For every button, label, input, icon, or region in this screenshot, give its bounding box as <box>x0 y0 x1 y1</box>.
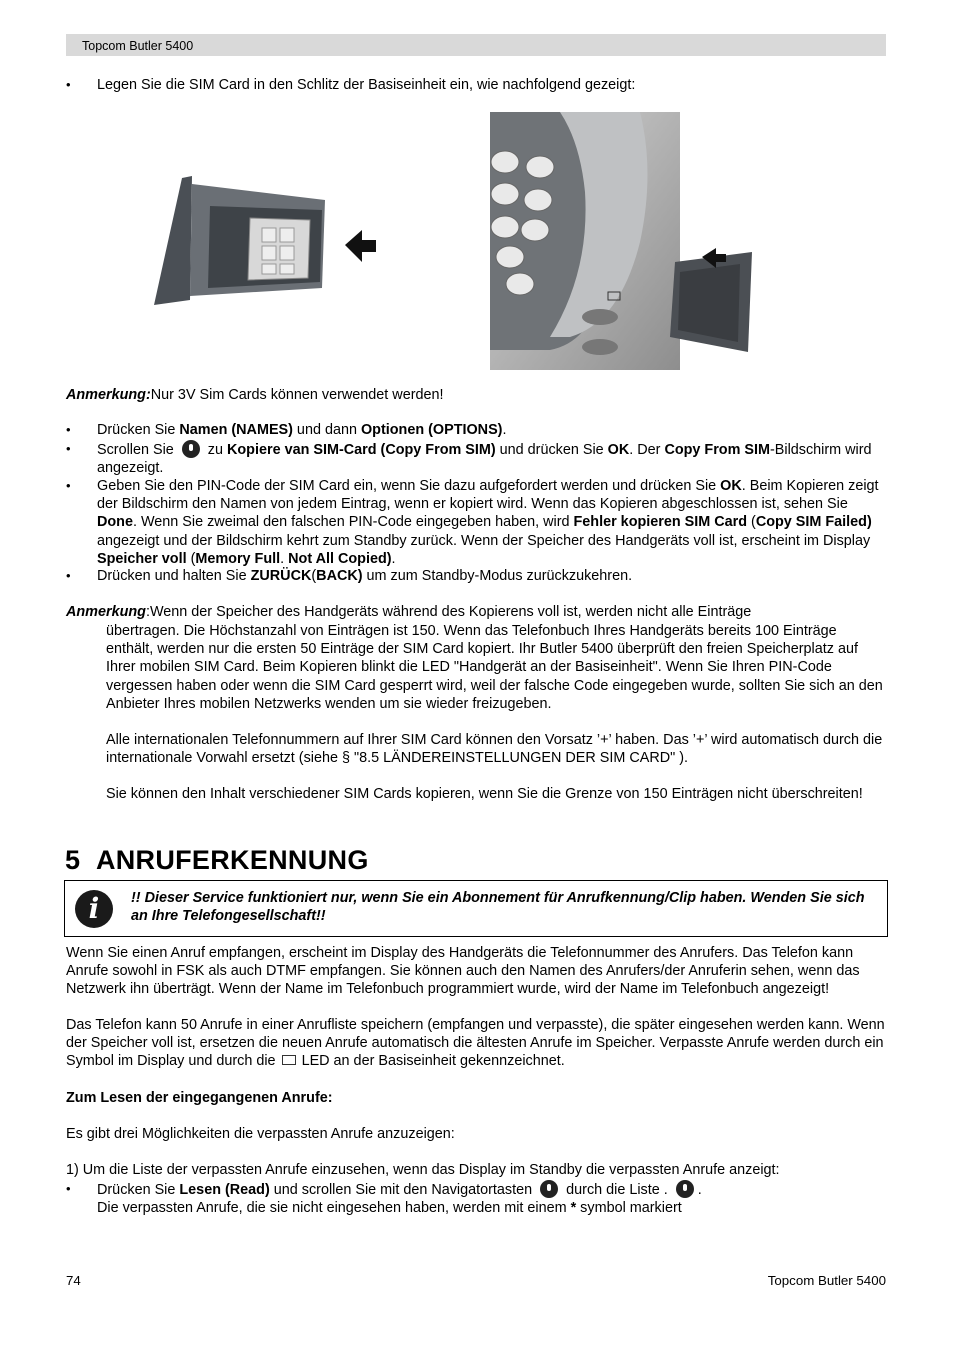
bullet-dot: • <box>66 77 71 92</box>
read-heading: Zum Lesen der eingegangenen Anrufe: <box>66 1090 333 1106</box>
screen-memory-full-de: Speicher voll <box>97 550 187 567</box>
screen-copy-from-sim: Copy From SIM <box>664 442 770 458</box>
section-number: 5 <box>65 845 81 875</box>
step-text-1 <box>97 421 887 439</box>
text-run: Die verpassten Anrufe, die sie nicht eingesehen haben, werden mit einem <box>97 1200 571 1217</box>
key-copy-from-sim: Kopiere van SIM-Card (Copy From SIM) <box>227 442 496 458</box>
text-run: durch die Liste . <box>562 1182 672 1198</box>
section-heading <box>65 844 369 876</box>
bullet-dot: • <box>66 478 71 493</box>
note-memory-full <box>66 603 886 621</box>
text-run: und drücken Sie <box>495 442 608 458</box>
note-label: Anmerkung <box>66 604 146 620</box>
text-run: Drücken Sie <box>97 422 180 438</box>
text-run: Drücken und halten Sie <box>97 568 251 584</box>
nav-key-icon <box>676 1180 694 1198</box>
phone-base-icon <box>490 112 752 370</box>
page-header <box>66 34 886 56</box>
text-run: um zum Standby-Modus zurückzukehren. <box>362 568 633 584</box>
screen-copy-failed-de: Fehler kopieren SIM Card <box>573 514 748 531</box>
screen-copy-failed: Copy SIM Failed) <box>755 514 872 531</box>
note-text: Nur 3V Sim Cards können verwendet werden! <box>150 387 444 403</box>
key-names: Namen (NAMES) <box>179 422 293 438</box>
three-ways-text: Es gibt drei Möglichkeiten die verpassten Anrufe anzuzeigen: <box>66 1126 455 1142</box>
info-box <box>64 880 888 937</box>
paragraph-call-list <box>66 1016 888 1071</box>
text-run: ( <box>186 550 196 567</box>
text-run: ( <box>311 568 317 584</box>
text-run: . <box>391 550 396 567</box>
text-run: zu <box>203 442 227 458</box>
text-run: Das Telefon kann 50 Anrufe in einer Anrufliste speichern (empfangen und verpasste), die später eingesehen werden kann. Wenn der Speicher voll ist, ersetzen die neuen Anrufe automatisch die ältesten Anrufe im Speicher. Verpasste Anrufe werden durch ein Symbol im Display und durch die <box>66 1017 885 1070</box>
header-title: Topcom Butler 5400 <box>82 39 194 53</box>
text-run: . Wenn Sie zweimal den falschen PIN-Code eingegeben haben, wird <box>132 514 574 531</box>
key-read: Lesen (Read) <box>179 1182 270 1198</box>
bullet-dot: • <box>66 1181 71 1196</box>
key-ok: OK <box>720 478 742 494</box>
nav-key-icon <box>182 440 200 458</box>
text-run: angezeigt und der Bildschirm kehrt zum Standby zurück. Wenn der Speicher des Handgeräts voll ist, erscheint im Display <box>97 532 871 549</box>
note-sim-voltage <box>66 386 886 404</box>
intro-text: Legen Sie die SIM Card in den Schlitz der Basiseinheit ein, wie nachfolgend gezeigt: <box>97 77 636 93</box>
footer-title: Topcom Butler 5400 <box>767 1273 886 1288</box>
text-run: Drücken Sie <box>97 1182 180 1198</box>
bullet-dot: • <box>66 568 71 583</box>
note-body: übertragen. Die Höchstanzahl von Einträgen ist 150. Wenn das Telefonbuch Ihres Handgeräts bereits 100 Einträge enthält, werden nur die ersten 50 Einträge der SIM Card kopiert. Ihr Butler 5400 überprüft den freien Speicherplatz auf Ihrer mobilen SIM Card. Beim Kopieren blinkt die LED "Handgerät an der Basiseinheit". Wenn Sie Ihren PIN-Code vergessen haben oder wenn die SIM Card gesperrt wird, weil der falsche Code eingegeben wurde, sollten Sie sich an den Anbieter Ihres mobilen Netzwerks wenden um sie wieder freizugeben. <box>106 623 883 712</box>
text-run: . <box>280 550 289 567</box>
note-label: Anmerkung: <box>66 387 151 403</box>
text-run: . <box>502 422 507 438</box>
paragraph-caller-id: Wenn Sie einen Anruf empfangen, erscheint im Display des Handgeräts die Telefonnummer des Anrufers. Das Telefon kann Anrufe sowohl in FSK als auch DTMF empfangen. Sie können auch den Namen des Anrufers/der Anruferin sehen, wenn das Netzwerk ihn überträgt. Wenn der Name im Telefonbuch programmiert wurde, wird der Name im Telefonbuch angezeigt! <box>66 945 860 998</box>
text-run: LED an der Basiseinheit gekennzeichnet. <box>301 1053 565 1070</box>
text-run: Geben Sie den PIN-Code der SIM Card ein, wenn Sie dazu aufgefordert werden und drücken Sie <box>97 478 721 494</box>
step-text-4 <box>97 567 887 585</box>
note-multiple-sim: Sie können den Inhalt verschiedener SIM Cards kopieren, wenn Sie die Grenze von 150 Einträgen nicht überschreiten! <box>106 786 863 802</box>
bullet-dot: • <box>66 422 71 437</box>
text-run: . Der <box>629 442 665 458</box>
note-international-prefix: Alle internationalen Telefonnummern auf Ihrer SIM Card können den Vorsatz ’+’ haben. Das ’+’ wird automatisch durch die internationale Vorwahl ersetzt (siehe § "8.5 LÄNDEREINSTELLUNGEN DER SIM CARD" ). <box>106 732 883 767</box>
info-icon: i <box>75 890 113 928</box>
text-run: ( <box>747 514 756 531</box>
text-run: symbol markiert <box>576 1200 682 1217</box>
key-ok: OK <box>607 442 630 458</box>
screen-not-all-copied: Not All Copied) <box>288 550 392 567</box>
step-text-2 <box>97 440 887 477</box>
info-text: !! Dieser Service funktioniert nur, wenn Sie ein Abonnement für Anrufkennung/Clip haben. Wenden Sie sich an Ihre Telefongesellschaft!! <box>131 890 865 925</box>
note-first-line: :Wenn der Speicher des Handgeräts während des Kopierens voll ist, werden nicht alle Einträge <box>145 604 752 620</box>
sim-tray-icon <box>150 170 390 310</box>
way-one-text: 1) Um die Liste der verpassten Anrufe einzusehen, wenn das Display im Standby die verpassten Anrufe anzeigt: <box>66 1162 780 1178</box>
section-title: ANRUFERKENNUNG <box>95 845 369 875</box>
key-options: Optionen (OPTIONS) <box>360 422 503 438</box>
nav-key-icon <box>540 1180 558 1198</box>
screen-done: Done <box>97 514 133 531</box>
text-run: . Beim Kopieren zeigt der Bildschirm den Namen von jedem Eintrag, wenn er kopiert wird. Wenn das Kopieren abgeschlossen ist, sehen Sie <box>97 478 879 513</box>
read-bullet-text <box>97 1180 887 1217</box>
envelope-icon <box>282 1055 296 1065</box>
text-run: Scrollen Sie <box>97 442 178 458</box>
star-symbol: * <box>570 1200 577 1217</box>
step-text-3 <box>97 477 887 568</box>
page-number: 74 <box>66 1273 81 1288</box>
screen-memory-full: Memory Full <box>195 550 281 567</box>
bullet-dot: • <box>66 441 71 456</box>
text-run: und scrollen Sie mit den Navigatortasten <box>269 1182 537 1198</box>
key-back: BACK) <box>316 568 363 584</box>
text-run: -Bildschirm wird angezeigt. <box>97 442 872 477</box>
text-run: . <box>697 1182 702 1198</box>
text-run: und dann <box>292 422 361 438</box>
key-zurueck: ZURÜCK <box>250 568 312 584</box>
